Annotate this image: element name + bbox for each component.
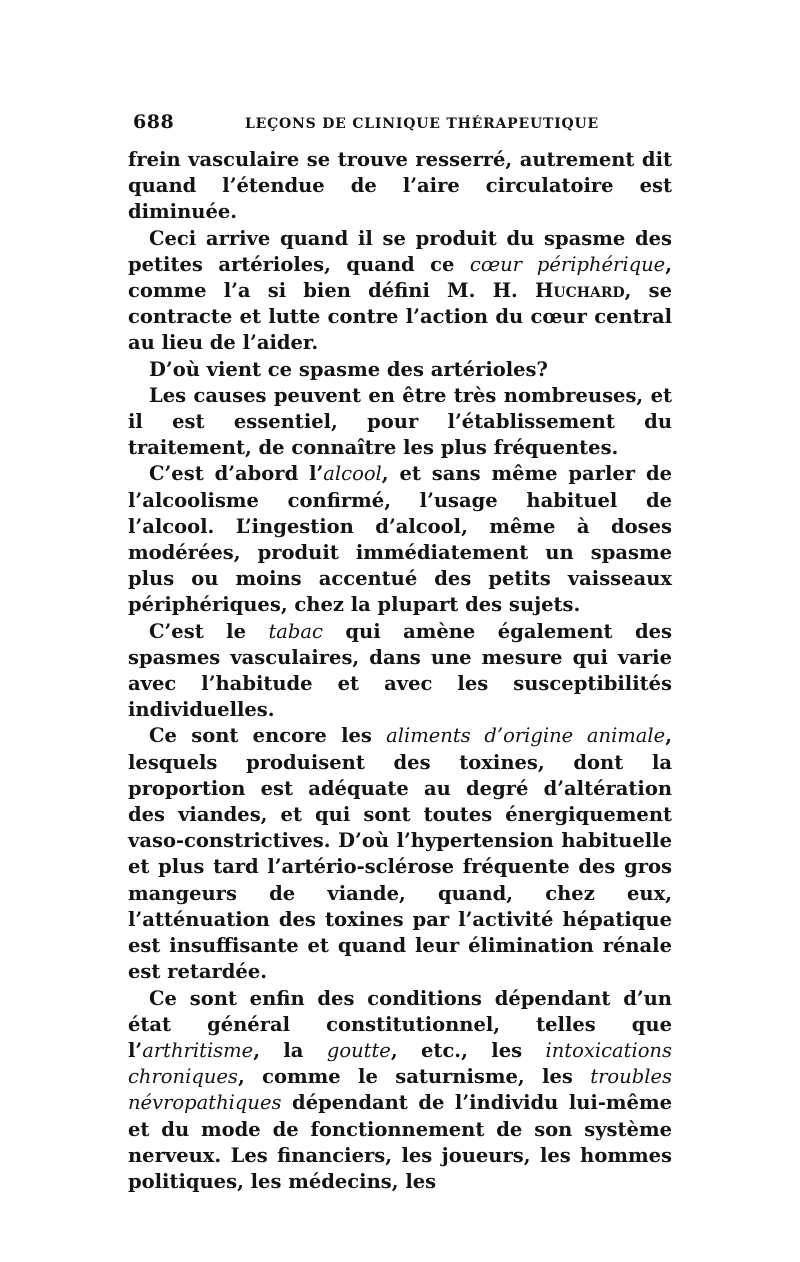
paragraph-text: Ce sont encore les bbox=[149, 724, 387, 748]
paragraph-text: , comme l’a si bien défini M. H. bbox=[128, 252, 672, 303]
paragraph-5 bbox=[128, 461, 672, 618]
paragraph-text: dépendant de l’individu lui-même et du mode de fonctionnement de son système nerveux. Les financiers, les joueurs, les hommes politiques, les médecins, les bbox=[128, 1091, 672, 1193]
italic-term: intoxications chroniques bbox=[128, 1038, 672, 1089]
page-number: 688 bbox=[133, 111, 175, 133]
author-name: Huchard bbox=[535, 279, 625, 303]
paragraph-1 bbox=[128, 147, 672, 226]
paragraph-text: Ceci arrive quand il se produit du spasme des petites artérioles, quand ce bbox=[128, 226, 672, 276]
paragraph-text: frein vasculaire se trouve resserré, autrement dit quand l’étendue de l’aire circulatoire est diminuée. bbox=[128, 148, 672, 224]
paragraph-text: , la bbox=[253, 1038, 327, 1062]
paragraph-8 bbox=[128, 986, 672, 1196]
paragraph-text: C’est d’abord l’ bbox=[149, 462, 324, 486]
paragraph-text: qui amène également des spasmes vasculaires, dans une mesure qui varie avec l’habitude et avec les susceptibilités individuelles. bbox=[128, 619, 672, 722]
paragraph-4 bbox=[128, 383, 672, 462]
italic-term: troubles névropathiques bbox=[128, 1065, 672, 1115]
paragraph-3 bbox=[128, 357, 672, 383]
paragraph-text: D’où vient ce spasme des artérioles? bbox=[149, 357, 548, 381]
running-title: LEÇONS DE CLINIQUE THÉRAPEUTIQUE bbox=[245, 116, 600, 132]
paragraph-6 bbox=[128, 619, 672, 724]
italic-term: cœur périphérique bbox=[469, 252, 666, 276]
paragraph-text: , etc., les bbox=[390, 1038, 546, 1062]
paragraph-text: , comme le saturnisme, les bbox=[237, 1065, 591, 1089]
italic-term: tabac bbox=[268, 619, 323, 643]
italic-term: goutte bbox=[326, 1038, 391, 1062]
paragraph-text: , et sans même parler de l’alcoolisme confirmé, l’usage habituel de l’alcool. L’ingestion d’alcool, même à doses modérées, produit immédiatement un spasme plus ou moins accentué des petits vaisseaux périphériques, chez la plupart des sujets. bbox=[128, 462, 672, 617]
paragraph-text: C’est le bbox=[149, 619, 269, 643]
paragraph-2 bbox=[128, 226, 672, 357]
italic-term: aliments d’origine animale bbox=[386, 724, 666, 748]
paragraph-7 bbox=[128, 723, 672, 985]
paragraph-text: , se contracte et lutte contre l’action du cœur central au lieu de l’aider. bbox=[128, 279, 673, 355]
paragraph-text: Ce sont enfin des conditions dépendant d’un état général constitutionnel, telles que l’ bbox=[128, 986, 672, 1062]
paragraph-text: Les causes peuvent en être très nombreuses, et il est essentiel, pour l’établissement du traitement, de connaître les plus fréquentes. bbox=[128, 383, 672, 460]
body-text bbox=[128, 147, 672, 1195]
paragraph-text: , lesquels produisent des toxines, dont la proportion est adéquate au degré d’altération des viandes, et qui sont toutes énergiquement vaso-constrictives. D’où l’hypertension habituelle et plus tard l’artério-sclérose fréquente des gros mangeurs de viande, quand, chez eux, l’atténuation des toxines par l’activité hépatique est insuffisante et quand leur élimination rénale est retardée. bbox=[128, 724, 672, 984]
italic-term: alcool bbox=[323, 462, 382, 486]
italic-term: arthritisme bbox=[142, 1038, 254, 1062]
